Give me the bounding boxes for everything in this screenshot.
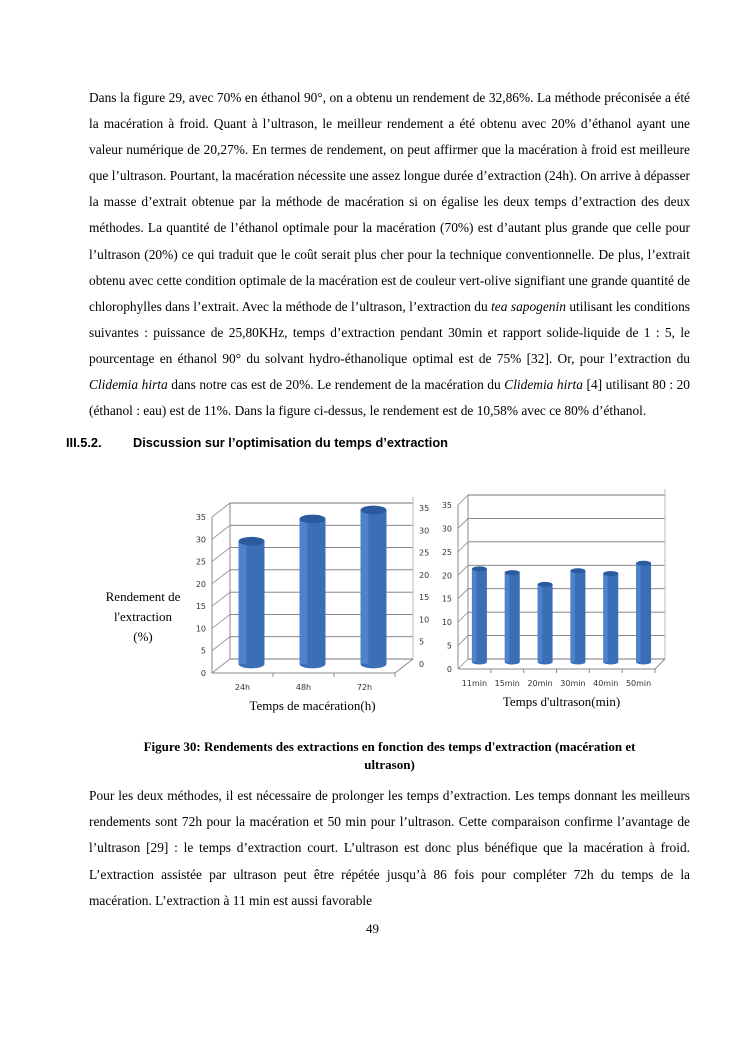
y-tick-label: 25 <box>441 548 452 558</box>
y-tick-label-right: 25 <box>419 548 430 558</box>
caption-line1: Figure 30: Rendements des extractions en fonction des temps d'extraction (macération et <box>143 739 636 755</box>
y-tick-label: 20 <box>441 571 452 581</box>
x-tick-label: 40min <box>593 679 619 689</box>
bar-highlight <box>505 573 510 662</box>
section-title: Discussion sur l’optimisation du temps d’extraction <box>133 435 448 451</box>
section-number: III.5.2. <box>66 435 102 451</box>
y-tick-label-right: 15 <box>419 593 430 603</box>
x-tick-label: 24h <box>234 683 251 693</box>
y-axis-title: (%) <box>133 629 153 645</box>
bar-highlight <box>472 569 477 662</box>
y-tick-label-right: 0 <box>419 660 425 670</box>
y-tick-label-right: 35 <box>419 504 430 514</box>
bar-top <box>505 570 520 575</box>
text-segment: utilisant les conditions suivantes : puissance de 25,80KHz, temps d’extraction pendant 30min et rapport solide-liquide de 1 : 5, le pourcentage en éthanol 90° du solvant hydro-éthanolique optimal est de 75% [32]. Or, pour l’extraction du <box>89 298 690 366</box>
text-segment: [4] utilisant 80 : 20 (éthanol : eau) est de 11%. Dans la figure ci-dessus, le rendement est de 10,58% avec ce 80% d’éthanol. <box>89 377 690 419</box>
x-tick-label: 11min <box>461 679 488 689</box>
x-tick-label: 50min <box>625 679 652 689</box>
bar-highlight <box>538 585 543 663</box>
x-axis-title: Temps de macération(h) <box>249 698 376 714</box>
y-tick-label: 15 <box>441 594 452 604</box>
floor-edge <box>655 659 665 669</box>
gridline-side <box>212 592 230 606</box>
gridline-side <box>458 589 468 599</box>
y-tick-label: 0 <box>446 665 452 675</box>
x-tick-label: 30min <box>560 679 586 689</box>
x-tick-label: 48h <box>295 683 312 693</box>
y-tick-label: 15 <box>195 602 206 612</box>
gridline-side <box>458 519 468 529</box>
bar-top <box>239 537 265 546</box>
gridline-side <box>458 636 468 646</box>
bar-highlight <box>239 541 247 664</box>
gridline-side <box>212 637 230 651</box>
figure-30-charts <box>0 452 745 732</box>
italic-term: Clidemia hirta <box>89 377 168 393</box>
gridline-side <box>212 548 230 562</box>
gridline-side <box>212 615 230 629</box>
x-tick-label: 20min <box>527 679 553 689</box>
y-tick-label: 20 <box>195 580 206 590</box>
gridline-side <box>458 495 468 505</box>
y-tick-label: 10 <box>195 624 206 634</box>
y-tick-label-right: 30 <box>419 526 430 536</box>
bar-highlight <box>603 574 608 662</box>
bar-top <box>538 582 553 587</box>
y-tick-label-right: 5 <box>419 637 425 647</box>
section-heading <box>66 434 745 452</box>
floor-edge <box>395 659 413 673</box>
bar-highlight <box>570 571 575 662</box>
paragraph-discussion-ethanol <box>89 85 690 424</box>
y-tick-label-right: 20 <box>419 571 430 581</box>
figure-caption <box>89 738 690 774</box>
gridline-side <box>458 566 468 576</box>
y-axis-title: l'extraction <box>114 609 172 625</box>
y-tick-label: 25 <box>195 557 206 567</box>
y-tick-label: 10 <box>441 618 452 628</box>
italic-term: tea sapogenin <box>491 298 566 314</box>
gridline-side <box>212 503 230 517</box>
gridline-side <box>212 659 230 673</box>
paragraph-time-discussion: Pour les deux méthodes, il est nécessaire de prolonger les temps d’extraction. Les temps donnant les meilleurs rendements sont 72h pour la macération et 50 min pour l’ultrason. Cette comparaison confirme l’avantage de l’ultrason [29] : le temps d’extraction court. L’ultrason est donc plus bénéfique que la macération à froid. L’extraction assistée par ultrason peut être répétée jusqu’à 86 fois pour compléter 72h du temps de la macération. L’extraction à 11 min est aussi favorable <box>89 788 690 908</box>
gridline-side <box>458 542 468 552</box>
gridline-side <box>458 659 468 669</box>
bar-highlight <box>361 510 369 664</box>
gridline-side <box>212 526 230 540</box>
bar-top <box>570 568 585 573</box>
y-tick-label: 5 <box>446 641 452 651</box>
figure-30 <box>0 452 745 732</box>
gridline-side <box>212 570 230 584</box>
text-segment: Dans la figure 29, avec 70% en éthanol 90°, on a obtenu un rendement de 32,86%. La méthode préconisée a été la macération à froid. Quant à l’ultrason, le meilleur rendement a été obtenu avec 20% d’éthanol ayant une valeur numérique de 20,27%. En termes de rendement, on peut affirmer que la macération à froid est meilleure que l’ultrason. Pourtant, la macération nécessite une assez longue durée d’extraction (24h). On arrive à dépasser la masse d’extrait obtenue par la méthode de macération si on égalise les deux temps d’extraction des deux méthodes. La quantité de l’éthanol optimale pour la macération (70%) est d’autant plus grande que celle pour l’ultrason (20%) ce qui traduit que le coût serait plus cher pour la technique conventionnelle. De plus, l’extrait obtenu avec cette condition optimale de la macération est de couleur vert-olive signifiant une grande quantité de chlorophylles dans l’extrait. Avec la méthode de l’ultrason, l’extraction du <box>89 90 690 314</box>
bar-top <box>361 506 387 515</box>
y-axis-title: Rendement de <box>105 589 181 605</box>
bar-top <box>603 571 618 576</box>
page-number: 49 <box>366 920 379 936</box>
bar-top <box>636 561 651 566</box>
y-tick-label: 0 <box>200 669 206 679</box>
x-tick-label: 72h <box>356 683 373 693</box>
bar-top <box>300 515 326 524</box>
y-tick-label: 5 <box>200 646 206 656</box>
gridline-side <box>458 612 468 622</box>
caption-line2: ultrason) <box>364 757 415 773</box>
y-tick-label-right: 10 <box>419 615 430 625</box>
bar-highlight <box>636 563 641 662</box>
y-tick-label: 35 <box>441 501 452 511</box>
text-segment: dans notre cas est de 20%. Le rendement de la macération du <box>167 377 505 393</box>
bar-highlight <box>300 519 308 664</box>
y-tick-label: 30 <box>441 524 452 534</box>
x-axis-title: Temps d'ultrason(min) <box>502 694 621 710</box>
y-tick-label: 35 <box>195 513 206 523</box>
italic-term: Clidemia hirta <box>504 377 583 393</box>
bar-top <box>472 567 487 572</box>
x-tick-label: 15min <box>494 679 520 689</box>
y-tick-label: 30 <box>195 535 206 545</box>
